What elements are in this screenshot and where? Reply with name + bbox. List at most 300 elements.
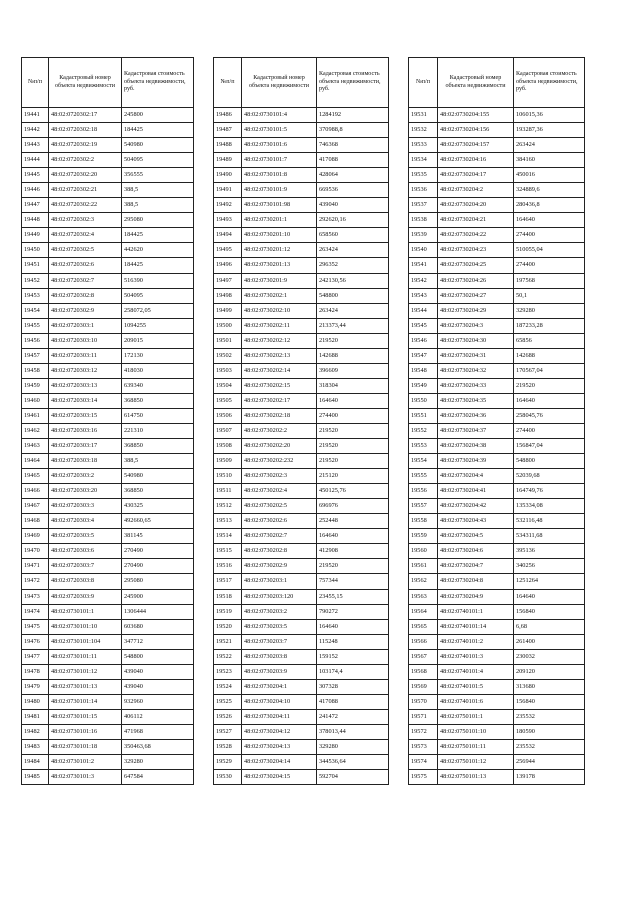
table-row (409, 303, 585, 318)
table-row (409, 709, 585, 724)
cadastral-number-cell: 48:02:0720303:9 (49, 589, 122, 604)
table-row (409, 348, 585, 363)
row-number-cell: 19487 (214, 123, 242, 138)
cadastral-value-cell: 274400 (514, 228, 585, 243)
cadastral-value-cell: 368850 (122, 393, 194, 408)
cadastral-value-cell: 115248 (317, 634, 389, 649)
row-number-cell: 19459 (22, 378, 49, 393)
cadastral-value-cell: 258072,05 (122, 303, 194, 318)
table-row (22, 153, 194, 168)
row-number-cell: 19526 (214, 709, 242, 724)
cadastral-number-cell: 48:02:0750101:13 (438, 770, 514, 785)
cadastral-value-cell: 219520 (317, 454, 389, 469)
cadastral-number-cell: 48:02:0720303:11 (49, 348, 122, 363)
cadastral-value-cell: 23455,15 (317, 589, 389, 604)
table-row (22, 408, 194, 423)
table-row (214, 469, 389, 484)
table-row (214, 499, 389, 514)
cadastral-number-cell: 48:02:0750101:10 (438, 724, 514, 739)
table-row (214, 168, 389, 183)
table-row (409, 153, 585, 168)
row-number-cell: 19575 (409, 770, 438, 785)
row-number-cell: 19517 (214, 574, 242, 589)
cadastral-number-cell: 48:02:0730204:9 (438, 589, 514, 604)
cadastral-number-cell: 48:02:0720303:16 (49, 423, 122, 438)
row-number-cell: 19518 (214, 589, 242, 604)
cadastral-number-cell: 48:02:0730202:232 (242, 454, 317, 469)
cadastral-value-cell: 417088 (317, 694, 389, 709)
row-number-cell: 19452 (22, 273, 49, 288)
cadastral-value-cell: 235532 (514, 709, 585, 724)
table-row (409, 559, 585, 574)
row-number-cell: 19495 (214, 243, 242, 258)
table-row (22, 303, 194, 318)
cadastral-value-cell: 270490 (122, 544, 194, 559)
table-row (409, 138, 585, 153)
table-row (22, 514, 194, 529)
table-row (214, 589, 389, 604)
row-number-cell: 19565 (409, 619, 438, 634)
row-number-cell: 19496 (214, 258, 242, 273)
row-number-cell: 19537 (409, 198, 438, 213)
row-number-cell: 19455 (22, 318, 49, 333)
cadastral-number-cell: 48:02:0730204:33 (438, 378, 514, 393)
table-row (409, 604, 585, 619)
table-row (214, 318, 389, 333)
row-number-cell: 19448 (22, 213, 49, 228)
table-body (214, 108, 389, 785)
cadastral-value-cell: 219520 (514, 378, 585, 393)
table-row (214, 544, 389, 559)
cadastral-number-cell: 48:02:0720302:6 (49, 258, 122, 273)
table-row (22, 499, 194, 514)
row-number-cell: 19475 (22, 619, 49, 634)
table-row (214, 183, 389, 198)
cadastral-value-cell: 396609 (317, 363, 389, 378)
cadastral-number-cell: 48:02:0730203:1 (242, 574, 317, 589)
table-row (214, 273, 389, 288)
table-row (409, 454, 585, 469)
cadastral-number-cell: 48:02:0730204:6 (438, 544, 514, 559)
row-number-cell: 19473 (22, 589, 49, 604)
cadastral-number-cell: 48:02:0720302:8 (49, 288, 122, 303)
table-row (214, 709, 389, 724)
row-number-cell: 19563 (409, 589, 438, 604)
row-number-cell: 19553 (409, 439, 438, 454)
row-number-cell: 19499 (214, 303, 242, 318)
table-row (214, 108, 389, 123)
cadastral-value-cell: 417088 (317, 153, 389, 168)
cadastral-number-cell: 48:02:0730204:32 (438, 363, 514, 378)
row-number-cell: 19541 (409, 258, 438, 273)
cadastral-value-cell: 639340 (122, 378, 194, 393)
cadastral-value-cell: 256944 (514, 755, 585, 770)
cadastral-value-cell: 242130,56 (317, 273, 389, 288)
row-number-cell: 19508 (214, 439, 242, 454)
cadastral-number-cell: 48:02:0730203:7 (242, 634, 317, 649)
table-row (22, 183, 194, 198)
table-row (22, 348, 194, 363)
row-number-cell: 19570 (409, 694, 438, 709)
table-row (214, 770, 389, 785)
cadastral-value-cell: 510055,04 (514, 243, 585, 258)
table-row (214, 439, 389, 454)
cadastral-value-cell: 350463,68 (122, 739, 194, 754)
table-row (214, 454, 389, 469)
row-number-cell: 19519 (214, 604, 242, 619)
cadastral-value-cell: 658560 (317, 228, 389, 243)
row-number-cell: 19514 (214, 529, 242, 544)
cadastral-value-cell: 669536 (317, 183, 389, 198)
table-row (22, 559, 194, 574)
row-number-cell: 19461 (22, 408, 49, 423)
row-number-cell: 19539 (409, 228, 438, 243)
row-number-cell: 19558 (409, 514, 438, 529)
cadastral-number-cell: 48:02:0730201:9 (242, 273, 317, 288)
row-number-cell: 19506 (214, 408, 242, 423)
cadastral-value-cell: 221310 (122, 423, 194, 438)
cadastral-number-cell: 48:02:0730204:37 (438, 423, 514, 438)
table-row (214, 679, 389, 694)
cadastral-value-cell: 187233,28 (514, 318, 585, 333)
row-number-cell: 19500 (214, 318, 242, 333)
cadastral-number-cell: 48:02:0720303:8 (49, 574, 122, 589)
table-row (409, 724, 585, 739)
row-number-cell: 19454 (22, 303, 49, 318)
table-row (409, 694, 585, 709)
row-number-cell: 19450 (22, 243, 49, 258)
cadastral-number-cell: 48:02:0720302:18 (49, 123, 122, 138)
cadastral-number-cell: 48:02:0720303:17 (49, 439, 122, 454)
cadastral-number-cell: 48:02:0720303:1 (49, 318, 122, 333)
cadastral-number-cell: 48:02:0730204:25 (438, 258, 514, 273)
cadastral-value-cell: 295080 (122, 213, 194, 228)
row-number-cell: 19543 (409, 288, 438, 303)
cadastral-value-cell: 156840 (514, 694, 585, 709)
table-body (409, 108, 585, 785)
row-number-cell: 19488 (214, 138, 242, 153)
cadastral-value-cell: 296352 (317, 258, 389, 273)
cadastral-value-cell: 164640 (317, 393, 389, 408)
row-number-cell: 19527 (214, 724, 242, 739)
row-number-cell: 19445 (22, 168, 49, 183)
table-row (409, 469, 585, 484)
cadastral-number-cell: 48:02:0720303:6 (49, 544, 122, 559)
table-row (409, 514, 585, 529)
table-row (22, 213, 194, 228)
cadastral-number-cell: 48:02:0730204:41 (438, 484, 514, 499)
row-number-cell: 19573 (409, 739, 438, 754)
table-row (214, 213, 389, 228)
header-number: №п/п (22, 58, 49, 108)
cadastral-value-cell: 548800 (514, 454, 585, 469)
table-row (214, 348, 389, 363)
cadastral-number-cell: 48:02:0720303:5 (49, 529, 122, 544)
cadastral-value-cell: 164640 (317, 529, 389, 544)
cadastral-number-cell: 48:02:0730202:11 (242, 318, 317, 333)
row-number-cell: 19554 (409, 454, 438, 469)
cadastral-number-cell: 48:02:0730204:16 (438, 153, 514, 168)
table-row (214, 664, 389, 679)
table-row (22, 273, 194, 288)
row-number-cell: 19564 (409, 604, 438, 619)
header-cadastral-value: Кадастровая стоимость объекта недвижимости, руб. (122, 58, 194, 108)
row-number-cell: 19551 (409, 408, 438, 423)
table-row (214, 649, 389, 664)
cadastral-value-cell: 252448 (317, 514, 389, 529)
table-header (22, 58, 194, 108)
cadastral-number-cell: 48:02:0730202:5 (242, 499, 317, 514)
table-row (214, 514, 389, 529)
row-number-cell: 19463 (22, 439, 49, 454)
table-row (214, 258, 389, 273)
row-number-cell: 19494 (214, 228, 242, 243)
cadastral-number-cell: 48:02:0730204:27 (438, 288, 514, 303)
table-row (409, 755, 585, 770)
cadastral-value-cell: 219520 (317, 559, 389, 574)
cadastral-number-cell: 48:02:0720302:2 (49, 153, 122, 168)
row-number-cell: 19490 (214, 168, 242, 183)
cadastral-value-cell: 378013,44 (317, 724, 389, 739)
cadastral-value-cell: 164749,76 (514, 484, 585, 499)
table-row (22, 393, 194, 408)
cadastral-number-cell: 48:02:0730204:156 (438, 123, 514, 138)
row-number-cell: 19446 (22, 183, 49, 198)
table-row (409, 634, 585, 649)
row-number-cell: 19513 (214, 514, 242, 529)
cadastral-number-cell: 48:02:0730202:2 (242, 423, 317, 438)
cadastral-number-cell: 48:02:0720302:19 (49, 138, 122, 153)
table-row (409, 589, 585, 604)
cadastral-number-cell: 48:02:0730101:10 (49, 619, 122, 634)
table-row (22, 544, 194, 559)
table-row (409, 183, 585, 198)
cadastral-number-cell: 48:02:0730101:9 (242, 183, 317, 198)
table-row (214, 333, 389, 348)
cadastral-value-cell: 540980 (122, 469, 194, 484)
cadastral-value-cell: 1094255 (122, 318, 194, 333)
row-number-cell: 19447 (22, 198, 49, 213)
table-row (22, 634, 194, 649)
row-number-cell: 19474 (22, 604, 49, 619)
row-number-cell: 19493 (214, 213, 242, 228)
cadastral-number-cell: 48:02:0740101:3 (438, 649, 514, 664)
cadastral-number-cell: 48:02:0750101:12 (438, 755, 514, 770)
cadastral-number-cell: 48:02:0730204:22 (438, 228, 514, 243)
row-number-cell: 19546 (409, 333, 438, 348)
row-number-cell: 19522 (214, 649, 242, 664)
cadastral-number-cell: 48:02:0730204:39 (438, 454, 514, 469)
cadastral-value-cell: 696976 (317, 499, 389, 514)
cadastral-value-cell: 213373,44 (317, 318, 389, 333)
row-number-cell: 19561 (409, 559, 438, 574)
cadastral-table-3 (408, 57, 585, 785)
table-row (214, 363, 389, 378)
cadastral-value-cell: 263424 (317, 243, 389, 258)
cadastral-number-cell: 48:02:0720303:4 (49, 514, 122, 529)
table-row (214, 694, 389, 709)
row-number-cell: 19477 (22, 649, 49, 664)
cadastral-value-cell: 757344 (317, 574, 389, 589)
row-number-cell: 19536 (409, 183, 438, 198)
row-number-cell: 19524 (214, 679, 242, 694)
cadastral-number-cell: 48:02:0730204:43 (438, 514, 514, 529)
table-row (409, 198, 585, 213)
cadastral-value-cell: 370988,8 (317, 123, 389, 138)
cadastral-value-cell: 184425 (122, 258, 194, 273)
row-number-cell: 19523 (214, 664, 242, 679)
row-number-cell: 19556 (409, 484, 438, 499)
row-number-cell: 19515 (214, 544, 242, 559)
row-number-cell: 19531 (409, 108, 438, 123)
cadastral-value-cell: 159152 (317, 649, 389, 664)
cadastral-value-cell: 139178 (514, 770, 585, 785)
row-number-cell: 19572 (409, 724, 438, 739)
cadastral-value-cell: 504095 (122, 288, 194, 303)
cadastral-number-cell: 48:02:0730204:15 (242, 770, 317, 785)
cadastral-number-cell: 48:02:0730202:3 (242, 469, 317, 484)
table-row (214, 484, 389, 499)
cadastral-value-cell: 418030 (122, 363, 194, 378)
cadastral-number-cell: 48:02:0720302:7 (49, 273, 122, 288)
cadastral-value-cell: 932960 (122, 694, 194, 709)
cadastral-value-cell: 261400 (514, 634, 585, 649)
row-number-cell: 19533 (409, 138, 438, 153)
row-number-cell: 19525 (214, 694, 242, 709)
cadastral-number-cell: 48:02:0730204:4 (438, 469, 514, 484)
cadastral-value-cell: 344536,64 (317, 755, 389, 770)
cadastral-value-cell: 428064 (317, 168, 389, 183)
table-row (22, 709, 194, 724)
cadastral-value-cell: 548800 (317, 288, 389, 303)
cadastral-number-cell: 48:02:0730202:20 (242, 439, 317, 454)
header-number: №п/п (214, 58, 242, 108)
cadastral-number-cell: 48:02:0730101:98 (242, 198, 317, 213)
table-row (409, 770, 585, 785)
cadastral-value-cell: 263424 (317, 303, 389, 318)
cadastral-number-cell: 48:02:0730203:5 (242, 619, 317, 634)
row-number-cell: 19548 (409, 363, 438, 378)
table-row (22, 469, 194, 484)
table-row (22, 243, 194, 258)
table-row (22, 258, 194, 273)
cadastral-number-cell: 48:02:0720303:14 (49, 393, 122, 408)
row-number-cell: 19516 (214, 559, 242, 574)
cadastral-value-cell: 135334,08 (514, 499, 585, 514)
table-row (409, 363, 585, 378)
cadastral-value-cell: 156840 (514, 604, 585, 619)
row-number-cell: 19529 (214, 755, 242, 770)
header-cadastral-number: Кадастровый номер объекта недвижимости (49, 58, 122, 108)
table-row (214, 755, 389, 770)
table-row (409, 228, 585, 243)
cadastral-value-cell: 274400 (514, 423, 585, 438)
table-row (214, 288, 389, 303)
cadastral-number-cell: 48:02:0730204:3 (438, 318, 514, 333)
table-row (214, 138, 389, 153)
table-row (22, 649, 194, 664)
table-row (214, 378, 389, 393)
row-number-cell: 19442 (22, 123, 49, 138)
cadastral-number-cell: 48:02:0720302:22 (49, 198, 122, 213)
cadastral-number-cell: 48:02:0730204:38 (438, 439, 514, 454)
cadastral-number-cell: 48:02:0720303:20 (49, 484, 122, 499)
table-row (22, 484, 194, 499)
cadastral-number-cell: 48:02:0750101:11 (438, 739, 514, 754)
cadastral-number-cell: 48:02:0730202:8 (242, 544, 317, 559)
cadastral-value-cell: 164640 (514, 393, 585, 408)
table-row (22, 378, 194, 393)
cadastral-value-cell: 172130 (122, 348, 194, 363)
cadastral-value-cell: 532116,48 (514, 514, 585, 529)
cadastral-number-cell: 48:02:0730101:104 (49, 634, 122, 649)
table-row (409, 108, 585, 123)
cadastral-number-cell: 48:02:0730204:7 (438, 559, 514, 574)
table-row (409, 333, 585, 348)
row-number-cell: 19479 (22, 679, 49, 694)
row-number-cell: 19530 (214, 770, 242, 785)
cadastral-number-cell: 48:02:0730204:31 (438, 348, 514, 363)
cadastral-value-cell: 492660,65 (122, 514, 194, 529)
cadastral-value-cell: 274400 (317, 408, 389, 423)
cadastral-value-cell: 50,1 (514, 288, 585, 303)
row-number-cell: 19520 (214, 619, 242, 634)
row-number-cell: 19484 (22, 755, 49, 770)
cadastral-value-cell: 790272 (317, 604, 389, 619)
cadastral-value-cell: 746368 (317, 138, 389, 153)
row-number-cell: 19485 (22, 770, 49, 785)
cadastral-number-cell: 48:02:0730101:6 (242, 138, 317, 153)
table-row (22, 363, 194, 378)
cadastral-value-cell: 347712 (122, 634, 194, 649)
table-row (22, 679, 194, 694)
table-row (214, 123, 389, 138)
table-row (409, 664, 585, 679)
table-row (409, 408, 585, 423)
cadastral-number-cell: 48:02:0730204:155 (438, 108, 514, 123)
table-row (214, 739, 389, 754)
table-row (22, 574, 194, 589)
cadastral-value-cell: 270490 (122, 559, 194, 574)
table-row (22, 724, 194, 739)
cadastral-number-cell: 48:02:0730101:4 (242, 108, 317, 123)
cadastral-value-cell: 258045,76 (514, 408, 585, 423)
table-row (214, 408, 389, 423)
cadastral-number-cell: 48:02:0730202:15 (242, 378, 317, 393)
cadastral-number-cell: 48:02:0730203:120 (242, 589, 317, 604)
row-number-cell: 19456 (22, 333, 49, 348)
row-number-cell: 19542 (409, 273, 438, 288)
table-header (214, 58, 389, 108)
cadastral-value-cell: 548800 (122, 649, 194, 664)
table-row (214, 198, 389, 213)
row-number-cell: 19540 (409, 243, 438, 258)
cadastral-number-cell: 48:02:0730204:42 (438, 499, 514, 514)
cadastral-value-cell: 197568 (514, 273, 585, 288)
cadastral-number-cell: 48:02:0740101:14 (438, 619, 514, 634)
cadastral-number-cell: 48:02:0730202:18 (242, 408, 317, 423)
table-row (409, 499, 585, 514)
row-number-cell: 19566 (409, 634, 438, 649)
cadastral-number-cell: 48:02:0730204:23 (438, 243, 514, 258)
cadastral-value-cell: 340256 (514, 559, 585, 574)
cadastral-number-cell: 48:02:0730101:5 (242, 123, 317, 138)
cadastral-number-cell: 48:02:0730202:13 (242, 348, 317, 363)
table-row (22, 108, 194, 123)
table-header (409, 58, 585, 108)
table-row (409, 273, 585, 288)
table-row (22, 198, 194, 213)
